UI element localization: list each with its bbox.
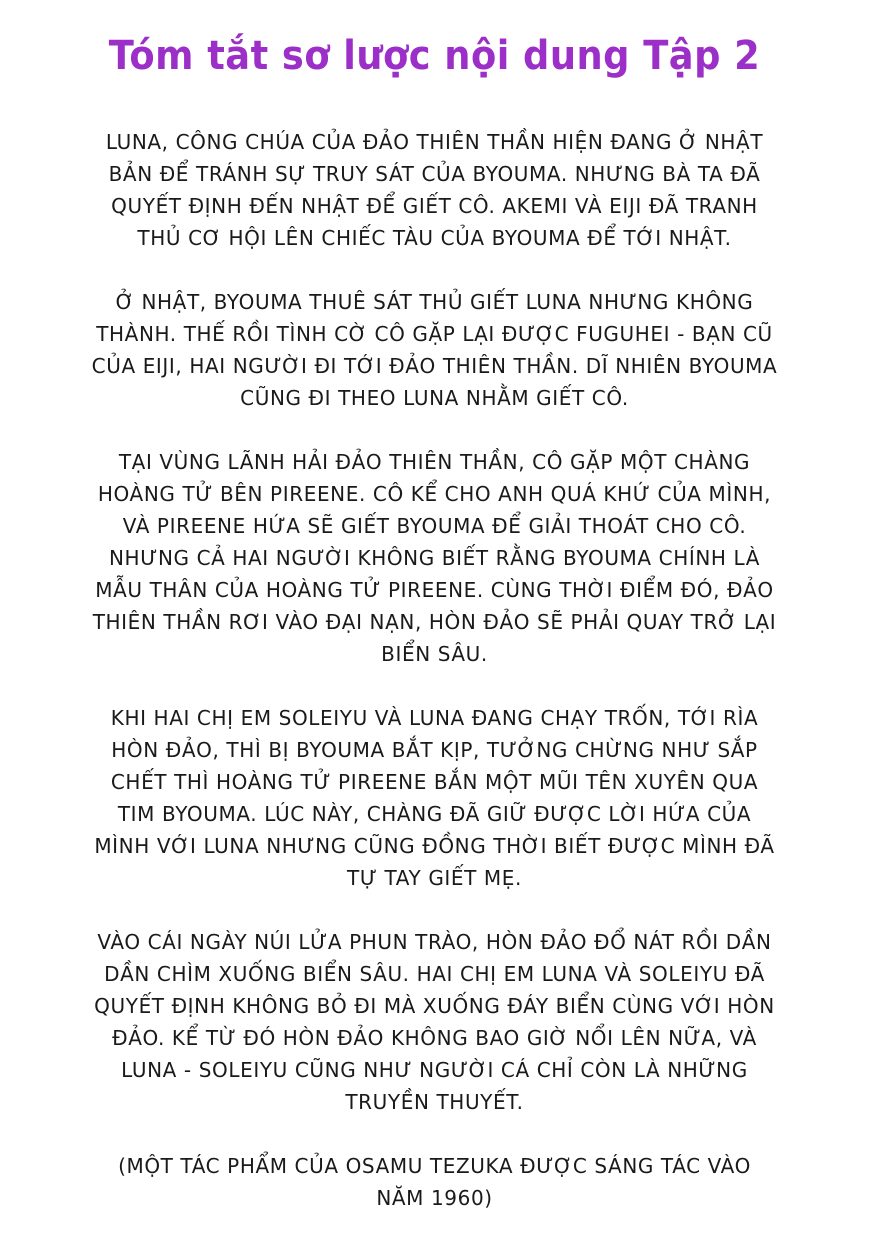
paragraph-line: BẢN ĐỂ TRÁNH SỰ TRUY SÁT CỦA BYOUMA. NHƯNG BÀ TA ĐÃ bbox=[108, 162, 761, 186]
paragraph-line: LUNA - SOLEIYU CŨNG NHƯ NGƯỜI CÁ CHỈ CÒN LÀ NHỮNG bbox=[121, 1058, 748, 1082]
paragraph-line: MÌNH VỚI LUNA NHƯNG CŨNG ĐỒNG THỜI BIẾT ĐƯỢC MÌNH ĐÃ bbox=[94, 834, 775, 858]
credit-paragraph bbox=[40, 1150, 829, 1214]
paragraph-line: HÒN ĐẢO, THÌ BỊ BYOUMA BẮT KỊP, TƯỞNG CHỪNG NHƯ SẮP bbox=[111, 738, 758, 762]
paragraph-line: THIÊN THẦN RƠI VÀO ĐẠI NẠN, HÒN ĐẢO SẼ PHẢI QUAY TRỞ LẠI bbox=[92, 610, 777, 634]
paragraph-line: QUYẾT ĐỊNH KHÔNG BỎ ĐI MÀ XUỐNG ĐÁY BIỂN CÙNG VỚI HÒN bbox=[94, 994, 775, 1018]
paragraph-line: TẠI VÙNG LÃNH HẢI ĐẢO THIÊN THẦN, CÔ GẶP MỘT CHÀNG bbox=[118, 450, 751, 474]
paragraph-line: VÀ PIREENE HỨA SẼ GIẾT BYOUMA ĐỂ GIẢI THOÁT CHO CÔ. bbox=[122, 514, 747, 538]
paragraph-line: Ở NHẬT, BYOUMA THUÊ SÁT THỦ GIẾT LUNA NHƯNG KHÔNG bbox=[115, 290, 754, 314]
paragraph-line: KHI HAI CHỊ EM SOLEIYU VÀ LUNA ĐANG CHẠY TRỐN, TỚI RÌA bbox=[110, 706, 759, 730]
paragraph-line: HOÀNG TỬ BÊN PIREENE. CÔ KỂ CHO ANH QUÁ KHỨ CỦA MÌNH, bbox=[97, 482, 772, 506]
paragraph-line: VÀO CÁI NGÀY NÚI LỬA PHUN TRÀO, HÒN ĐẢO ĐỔ NÁT RỒI DẦN bbox=[97, 930, 772, 954]
paragraph-4 bbox=[40, 702, 829, 894]
paragraph-line: CŨNG ĐI THEO LUNA NHẰM GIẾT CÔ. bbox=[240, 386, 629, 410]
paragraph-line: DẦN CHÌM XUỐNG BIỂN SÂU. HAI CHỊ EM LUNA VÀ SOLEIYU ĐÃ bbox=[104, 962, 765, 986]
paragraph-line: CỦA EIJI, HAI NGƯỜI ĐI TỚI ĐẢO THIÊN THẦN. DĨ NHIÊN BYOUMA bbox=[91, 354, 778, 378]
paragraph-3 bbox=[40, 446, 829, 670]
paragraph-2 bbox=[40, 286, 829, 414]
paragraph-line: QUYẾT ĐỊNH ĐẾN NHẬT ĐỂ GIẾT CÔ. AKEMI VÀ EIJI ĐÃ TRANH bbox=[111, 194, 758, 218]
paragraph-line: ĐẢO. KỂ TỪ ĐÓ HÒN ĐẢO KHÔNG BAO GIỜ NỔI LÊN NỮA, VÀ bbox=[112, 1026, 757, 1050]
paragraph-line: BIỂN SÂU. bbox=[381, 642, 488, 666]
paragraph-1 bbox=[40, 126, 829, 254]
paragraph-line: CHẾT THÌ HOÀNG TỬ PIREENE BẮN MỘT MŨI TÊN XUYÊN QUA bbox=[110, 770, 759, 794]
page-title: Tóm tắt sơ lược nội dung Tập 2 bbox=[108, 33, 761, 79]
summary-content bbox=[40, 126, 829, 1214]
credit-line: NĂM 1960) bbox=[376, 1186, 493, 1210]
paragraph-line: TỰ TAY GIẾT MẸ. bbox=[347, 866, 522, 890]
credit-line: (MỘT TÁC PHẨM CỦA OSAMU TEZUKA ĐƯỢC SÁNG TÁC VÀO bbox=[118, 1154, 751, 1178]
paragraph-line: LUNA, CÔNG CHÚA CỦA ĐẢO THIÊN THẦN HIỆN ĐANG Ở NHẬT bbox=[105, 130, 764, 154]
paragraph-line: NHƯNG CẢ HAI NGƯỜI KHÔNG BIẾT RẰNG BYOUMA CHÍNH LÀ bbox=[109, 546, 760, 570]
paragraph-5 bbox=[40, 926, 829, 1118]
paragraph-line: TIM BYOUMA. LÚC NÀY, CHÀNG ĐÃ GIỮ ĐƯỢC LỜI HỨA CỦA bbox=[117, 802, 752, 826]
paragraph-line: TRUYỀN THUYẾT. bbox=[345, 1090, 524, 1114]
paragraph-line: MẪU THÂN CỦA HOÀNG TỬ PIREENE. CÙNG THỜI ĐIỂM ĐÓ, ĐẢO bbox=[95, 578, 774, 602]
paragraph-line: THÀNH. THẾ RỒI TÌNH CỜ CÔ GẶP LẠI ĐƯỢC FUGUHEI - BẠN CŨ bbox=[96, 322, 773, 346]
paragraph-line: THỦ CƠ HỘI LÊN CHIẾC TÀU CỦA BYOUMA ĐỂ TỚI NHẬT. bbox=[137, 226, 732, 250]
